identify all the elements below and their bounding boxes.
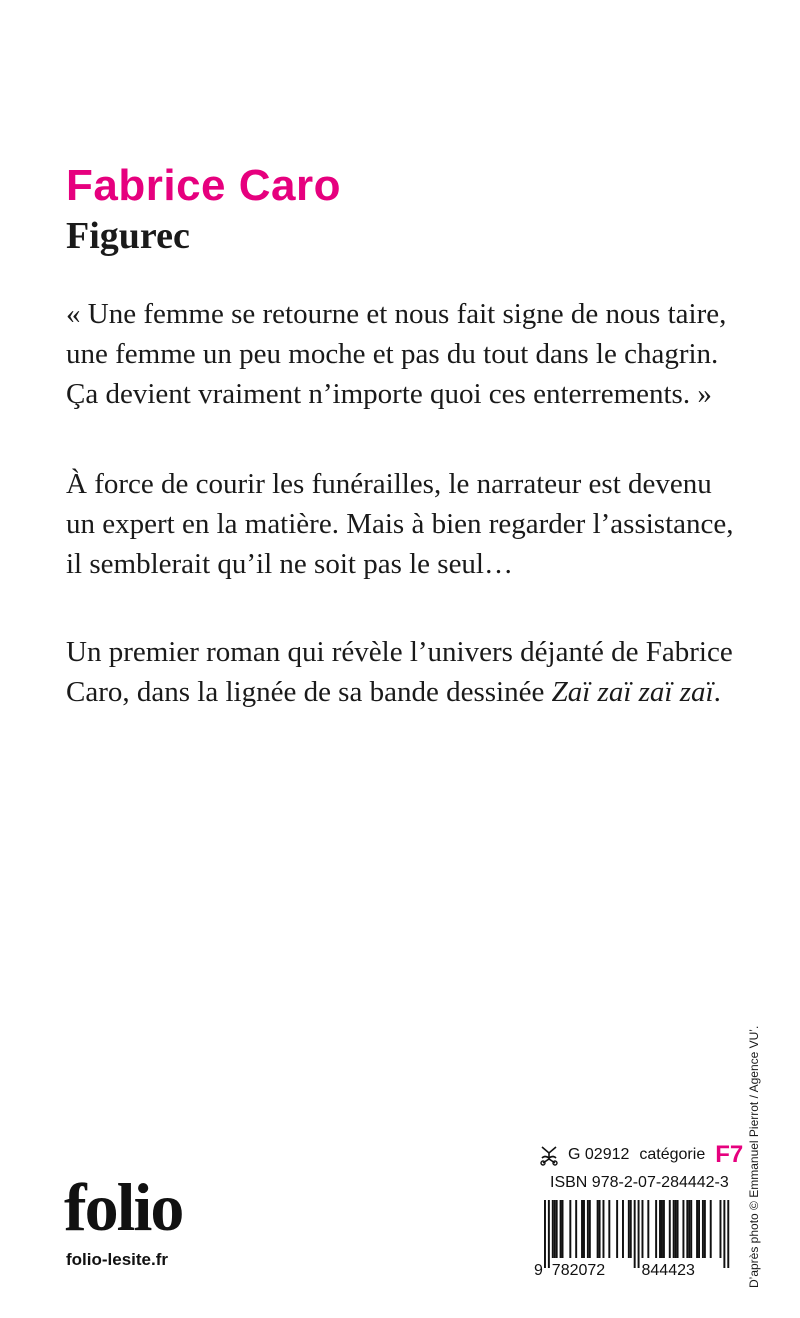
barcode-bar: [663, 1200, 665, 1258]
barcode-digits: 844423: [641, 1262, 695, 1276]
barcode: [534, 1200, 730, 1276]
barcode-bar: [659, 1200, 661, 1258]
barcode-bar: [673, 1200, 675, 1258]
publisher-mark-icon: [538, 1143, 560, 1167]
barcode-bar: [587, 1200, 589, 1258]
comic-title: Zaï zaï zaï zaï: [551, 676, 714, 708]
blurb-line: Un premier roman qui révèle l’univers déjanté de Fabrice: [66, 636, 733, 668]
barcode-bar: [569, 1200, 571, 1258]
barcode-bar: [720, 1200, 722, 1258]
barcode-bar: [677, 1200, 679, 1258]
barcode-bar: [597, 1200, 599, 1258]
barcode-bar: [661, 1200, 663, 1258]
quote-line: « Une femme se retourne et nous fait signe de nous taire,: [66, 298, 727, 330]
barcode-bar: [669, 1200, 671, 1258]
barcode-bar: [698, 1200, 700, 1258]
barcode-bar: [688, 1200, 690, 1258]
barcode-bar: [696, 1200, 698, 1258]
barcode-bar: [575, 1200, 577, 1258]
barcode-bar: [622, 1200, 624, 1258]
summary-line: il semblerait qu’il ne soit pas le seul…: [66, 548, 513, 580]
quote-paragraph: [66, 294, 746, 414]
blurb-text: Caro, dans la lignée de sa bande dessinée: [66, 676, 552, 708]
barcode-bar: [583, 1200, 585, 1258]
barcode-digits: 782072: [551, 1262, 606, 1276]
barcode-bar: [603, 1200, 605, 1258]
product-code: G 02912: [568, 1146, 630, 1163]
barcode-bar: [710, 1200, 712, 1258]
product-code-line: [538, 1138, 743, 1172]
barcode-bar: [634, 1200, 636, 1268]
barcode-bar: [556, 1200, 558, 1258]
quote-line: Ça devient vraiment n’importe quoi ces enterrements. »: [66, 378, 712, 410]
barcode-bar: [548, 1200, 550, 1268]
barcode-bar: [554, 1200, 556, 1258]
barcode-bar: [723, 1200, 725, 1268]
publisher-website[interactable]: folio-lesite.fr: [66, 1250, 169, 1269]
photo-credit: D’après photo © Emmanuel Pierrot / Agence VU’.: [747, 1025, 761, 1288]
publisher-logo: folio: [64, 1169, 183, 1245]
category-code: F7: [715, 1141, 744, 1168]
barcode-bar: [581, 1200, 583, 1258]
blurb-paragraph: [66, 632, 746, 712]
barcode-bar: [642, 1200, 644, 1258]
barcode-bar: [562, 1200, 564, 1258]
quote-line: une femme un peu moche et pas du tout dans le chagrin.: [66, 338, 719, 370]
blurb-period: .: [713, 676, 721, 708]
barcode-bar: [608, 1200, 610, 1258]
barcode-bar: [655, 1200, 657, 1258]
barcode-digits: 9: [534, 1262, 543, 1276]
barcode-bar: [544, 1200, 546, 1268]
author-name: Fabrice Caro: [66, 161, 341, 210]
summary-paragraph: [66, 464, 746, 584]
barcode-bar: [647, 1200, 649, 1258]
barcode-bar: [675, 1200, 677, 1258]
book-title: Figurec: [66, 215, 190, 257]
barcode-bar: [682, 1200, 684, 1258]
barcode-bar: [727, 1200, 729, 1268]
summary-line: un expert en la matière. Mais à bien regarder l’assistance,: [66, 508, 734, 540]
barcode-bar: [552, 1200, 554, 1258]
isbn: ISBN 978-2-07-284442-3: [550, 1174, 729, 1191]
barcode-bar: [704, 1200, 706, 1258]
barcode-bar: [560, 1200, 562, 1258]
barcode-bar: [690, 1200, 692, 1258]
barcode-bar: [638, 1200, 640, 1268]
barcode-bar: [628, 1200, 630, 1258]
barcode-bar: [599, 1200, 601, 1258]
barcode-bar: [702, 1200, 704, 1258]
barcode-bar: [686, 1200, 688, 1258]
blurb-line: [66, 672, 746, 712]
barcode-bar: [630, 1200, 632, 1258]
category-label: catégorie: [639, 1146, 706, 1163]
summary-line: À force de courir les funérailles, le narrateur est devenu: [66, 468, 712, 500]
barcode-bar: [589, 1200, 591, 1258]
barcode-bar: [616, 1200, 618, 1258]
